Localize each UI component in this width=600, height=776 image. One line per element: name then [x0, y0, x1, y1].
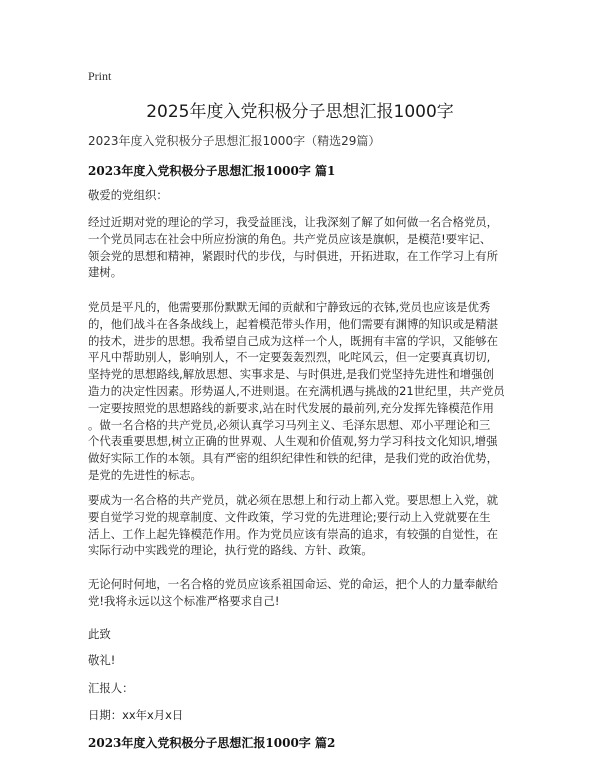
- paragraph-line: 的技术，进步的思想。我希望自己成为这样一个人，既拥有丰富的学识，又能够在: [88, 333, 499, 348]
- paragraph-line: 活上、工作上起先锋模范作用。作为党员应该有崇高的追求，有较强的自觉性，在: [88, 526, 499, 541]
- paragraph-line: 一个党员同志在社会中所应扮演的角色。共产党员应该是旗帜，是模范!要牢记、: [88, 231, 492, 246]
- paragraph-line: 要自觉学习党的规章制度、文件政策，学习党的先进理论;要行动上入党就要在生: [88, 509, 491, 524]
- paragraph-1: [88, 214, 520, 281]
- document-subtitle: 2023年度入党积极分子思想汇报1000字（精选29篇）: [88, 134, 381, 148]
- paragraph-line: 个代表重要思想,树立正确的世界观、人生观和价值观,努力学习科技文化知识,增强: [88, 434, 498, 449]
- paragraph-line: 。做一名合格的共产党员,必须认真学习马列主义、毛泽东思想、邓小平理论和三: [88, 417, 491, 432]
- paragraph-line: 无论何时何地，一名合格的党员应该系祖国命运、党的命运，把个人的力量奉献给: [88, 577, 499, 591]
- report-date: 日期：xx年x月x日: [88, 708, 184, 722]
- salutation: 敬爱的党组织：: [88, 188, 168, 202]
- paragraph-line: 要成为一名合格的共产党员，就必须在思想上和行动上都入党。要思想上入党，就: [88, 493, 499, 507]
- section-heading-1: 2023年度入党积极分子思想汇报1000字 篇1: [88, 164, 336, 178]
- paragraph-3: [88, 492, 520, 559]
- paragraph-line: 做好实际工作的本领。具有严密的组织纪律性和铁的纪律，是我们党的政治优势，: [88, 451, 499, 466]
- paragraph-line: 党员是平凡的，他需要那份默默无闻的贡献和宁静致远的衣钵,党员也应该是优秀: [88, 300, 491, 314]
- paragraph-line: 坚持党的思想路线,解放思想、实事求是、与时俱进,是我们党坚持先进性和增强创: [88, 367, 494, 382]
- paragraph-line: 是党的先进性的标志。: [88, 467, 202, 482]
- paragraph-line: 领会党的思想和精神，紧跟时代的步伐，与时俱进，开拓进取，在工作学习上有所: [88, 248, 499, 263]
- closing-salutation: 此致: [88, 627, 111, 641]
- paragraph-line: 的，他们战斗在各条战线上，起着模范带头作用，他们需要有渊博的知识或是精湛: [88, 316, 499, 331]
- print-link[interactable]: Print: [88, 69, 112, 83]
- closing-regards: 敬礼!: [88, 653, 116, 667]
- paragraph-line: 造力的决定性因素。形势逼人,不进则退。在充满机遇与挑战的21世纪里，共产党员: [88, 383, 505, 398]
- paragraph-line: 党!我将永远以这个标准严格要求自己!: [88, 593, 280, 608]
- paragraph-line: 一定要按照党的思想路线的新要求,站在时代发展的最前列,充分发挥先锋模范作用: [88, 400, 494, 415]
- paragraph-4: [88, 576, 520, 610]
- paragraph-line: 经过近期对党的理论的学习，我受益匪浅，让我深刻了解了如何做一名合格党员，: [88, 215, 499, 229]
- paragraph-line: 建树。: [88, 265, 123, 280]
- page-title: 2025年度入党积极分子思想汇报1000字: [146, 102, 454, 122]
- paragraph-2: [88, 299, 520, 484]
- paragraph-line: 平凡中帮助别人，影响别人，不一定要轰轰烈烈，叱咤风云，但一定要真真切切,: [88, 350, 491, 365]
- reporter-label: 汇报人：: [88, 681, 134, 695]
- paragraph-line: 实际行动中实践党的理论，执行党的路线、方针、政策。: [88, 543, 373, 558]
- section-heading-2: 2023年度入党积极分子思想汇报1000字 篇2: [88, 736, 336, 750]
